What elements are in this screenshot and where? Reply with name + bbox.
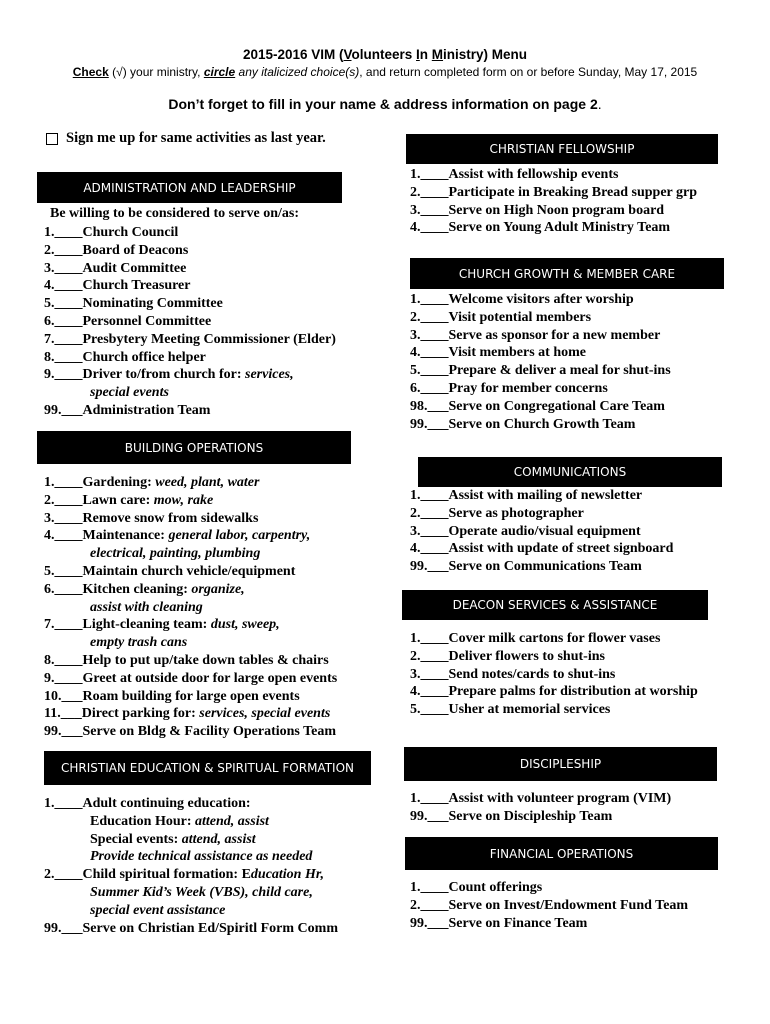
item-label: Direct parking for: — [81, 706, 200, 722]
list-item[interactable] — [44, 349, 336, 367]
item-number-blank[interactable]: 6.____ — [44, 581, 83, 597]
page-title: 2015-2016 VIM (Volunteers In Ministry) Menu — [242, 47, 528, 62]
item-number-blank[interactable]: 8.____ — [44, 349, 83, 365]
administration-intro: Be willing to be considered to serve on/as: — [50, 206, 300, 221]
item-number-blank[interactable]: 98.___ — [410, 398, 449, 414]
list-item[interactable] — [44, 670, 337, 688]
item-number-blank[interactable]: 1.____ — [410, 488, 449, 503]
item-label: Pray for member concerns — [448, 380, 608, 396]
item-label: Send notes/cards to shut-ins — [448, 666, 616, 682]
list-item[interactable] — [410, 790, 671, 808]
list-item[interactable] — [410, 362, 671, 380]
list-item[interactable] — [44, 688, 337, 706]
item-number-blank[interactable]: 1.____ — [44, 796, 83, 811]
item-number-blank[interactable]: 2.____ — [410, 897, 449, 913]
list-item[interactable] — [44, 884, 338, 902]
item-number-blank[interactable]: 1.____ — [410, 631, 449, 646]
item-number-blank[interactable]: 3.____ — [410, 666, 449, 682]
item-number-blank[interactable]: 8.____ — [44, 652, 83, 668]
reminder-note: Don’t forget to fill in your name & address information on page 2. — [168, 96, 602, 112]
item-number-blank[interactable]: 3.____ — [410, 327, 449, 343]
item-number-blank[interactable]: 2.____ — [44, 242, 83, 258]
item-label: Light-cleaning team: — [82, 617, 211, 633]
section-header-church-growth: CHURCH GROWTH & MEMBER CARE — [410, 258, 724, 289]
item-choices[interactable]: special events — [90, 385, 169, 401]
item-number-blank[interactable]: 1.____ — [410, 292, 449, 307]
item-label: Visit potential members — [448, 309, 592, 325]
item-choices[interactable]: attend, assist — [181, 831, 256, 847]
item-number-blank[interactable]: 3.____ — [410, 202, 449, 218]
item-number-blank[interactable]: 1.____ — [44, 475, 83, 490]
item-choices[interactable]: services, — [245, 367, 294, 383]
financial-operations-list — [410, 879, 688, 932]
section-header-communications: COMMUNICATIONS — [418, 457, 722, 487]
list-item[interactable] — [44, 331, 336, 349]
item-number-blank[interactable]: 10.___ — [44, 688, 83, 704]
item-number-blank[interactable]: 4.____ — [410, 541, 449, 557]
item-label: Education Hour: — [90, 813, 196, 829]
item-number-blank[interactable]: 2.____ — [410, 648, 449, 664]
item-label: Serve on Congregational Care Team — [448, 398, 665, 414]
item-choices[interactable]: services, special events — [199, 706, 331, 722]
signup-label: Sign me up for same activities as last year. — [66, 130, 326, 146]
list-item[interactable] — [44, 474, 337, 492]
item-label: Maintain church vehicle/equipment — [82, 563, 296, 579]
item-number-blank[interactable]: 2.____ — [410, 184, 449, 200]
item-number-blank[interactable]: 99.___ — [410, 915, 449, 931]
deacon-services-list — [410, 630, 698, 719]
list-item[interactable] — [44, 545, 337, 563]
list-item[interactable] — [410, 523, 673, 541]
item-choices[interactable]: general labor, carpentry, — [168, 528, 311, 544]
list-item[interactable] — [410, 202, 697, 220]
list-item[interactable] — [44, 920, 338, 938]
church-growth-list — [410, 291, 671, 433]
list-item[interactable] — [410, 505, 673, 523]
list-item[interactable] — [44, 652, 337, 670]
item-number-blank[interactable]: 4.____ — [410, 345, 449, 361]
list-item[interactable] — [410, 701, 698, 719]
item-label: Driver to/from church for: — [82, 367, 246, 383]
item-choices[interactable]: empty trash cans — [90, 635, 188, 651]
item-label: Serve on High Noon program board — [448, 202, 665, 218]
item-label: Welcome visitors after worship — [448, 292, 634, 307]
item-label: Adult continuing education: — [82, 796, 251, 811]
list-item[interactable] — [410, 344, 671, 362]
item-label: Nominating Committee — [82, 296, 223, 312]
list-item[interactable] — [44, 510, 337, 528]
item-choices[interactable]: special event assistance — [90, 902, 226, 918]
signup-same-activities[interactable] — [46, 130, 326, 147]
item-number-blank[interactable]: 3.____ — [44, 260, 83, 276]
item-choices[interactable]: ducation Hr, — [250, 867, 325, 883]
list-item[interactable] — [44, 492, 337, 510]
item-number-blank[interactable]: 1.____ — [410, 167, 449, 182]
item-number-blank[interactable]: 4.____ — [44, 278, 83, 294]
section-header-christian-education: CHRISTIAN EDUCATION & SPIRITUAL FORMATION — [44, 751, 371, 785]
list-item[interactable] — [410, 291, 671, 309]
item-label: Church Council — [82, 225, 179, 240]
item-label: Lawn care: — [82, 492, 154, 508]
list-item[interactable] — [44, 563, 337, 581]
list-item[interactable] — [410, 630, 698, 648]
item-number-blank[interactable]: 1.____ — [410, 880, 449, 895]
instructions: Check (√) your ministry, circle any italicized choice(s), and return completed form on or before Sunday, May 17, 2015 — [72, 65, 698, 79]
item-number-blank[interactable]: 99.___ — [44, 402, 83, 418]
item-label: Assist with update of street signboard — [448, 541, 674, 557]
item-label: Gardening: — [82, 475, 156, 490]
item-label: Maintenance: — [82, 528, 169, 544]
list-item[interactable] — [44, 634, 337, 652]
list-item[interactable] — [44, 224, 336, 242]
section-header-building-operations: BUILDING OPERATIONS — [37, 431, 351, 464]
list-item[interactable] — [44, 813, 338, 831]
item-label: Church office helper — [82, 349, 206, 365]
item-number-blank[interactable]: 1.____ — [44, 225, 83, 240]
list-item[interactable] — [410, 879, 688, 897]
item-number-blank[interactable]: 99.___ — [410, 416, 449, 432]
item-label: Roam building for large open events — [82, 688, 300, 704]
item-number-blank[interactable]: 9.____ — [44, 670, 83, 686]
item-label: Serve on Christian Ed/Spiritl Form Comm — [82, 920, 338, 936]
item-number-blank[interactable]: 3.____ — [44, 510, 83, 526]
item-label: Deliver flowers to shut-ins — [448, 648, 605, 664]
item-label: Help to put up/take down tables & chairs — [82, 652, 329, 668]
item-label: Greet at outside door for large open events — [82, 670, 338, 686]
item-label: Cover milk cartons for flower vases — [448, 631, 661, 646]
list-item[interactable] — [410, 166, 697, 184]
list-item[interactable] — [44, 831, 338, 849]
item-label: Prepare & deliver a meal for shut-ins — [448, 363, 671, 379]
list-item[interactable] — [410, 666, 698, 684]
list-item[interactable] — [44, 599, 337, 617]
administration-list — [44, 224, 336, 420]
list-item[interactable] — [44, 260, 336, 278]
item-number-blank[interactable]: 99.___ — [44, 724, 83, 740]
list-item[interactable] — [410, 648, 698, 666]
item-number-blank[interactable]: 7.____ — [44, 331, 83, 347]
list-item[interactable] — [410, 398, 671, 416]
item-choices[interactable]: organize, — [191, 581, 245, 597]
list-item[interactable] — [44, 384, 336, 402]
discipleship-list — [410, 790, 671, 826]
item-label: Operate audio/visual equipment — [448, 523, 641, 539]
section-header-financial-operations: FINANCIAL OPERATIONS — [405, 837, 718, 870]
list-item[interactable] — [410, 487, 673, 505]
item-label: Remove snow from sidewalks — [82, 510, 259, 526]
list-item[interactable] — [410, 309, 671, 327]
item-label: Usher at memorial services — [448, 702, 611, 718]
item-label: Serve on Finance Team — [448, 915, 588, 931]
item-number-blank[interactable]: 99.___ — [410, 808, 449, 824]
item-label: Assist with fellowship events — [448, 167, 619, 182]
item-number-blank[interactable]: 3.____ — [410, 523, 449, 539]
list-item[interactable] — [410, 683, 698, 701]
item-label: Count offerings — [448, 880, 543, 895]
list-item[interactable] — [44, 902, 338, 920]
item-label: Serve on Discipleship Team — [448, 808, 613, 824]
item-number-blank[interactable]: 99.___ — [44, 920, 83, 936]
section-header-christian-fellowship: CHRISTIAN FELLOWSHIP — [406, 134, 718, 164]
item-number-blank[interactable]: 6.____ — [44, 313, 83, 329]
item-label: Child spiritual formation: E — [82, 867, 251, 883]
item-number-blank[interactable]: 2.____ — [44, 867, 83, 883]
item-number-blank[interactable]: 7.____ — [44, 617, 83, 633]
item-number-blank[interactable]: 5.____ — [44, 563, 83, 579]
item-number-blank[interactable]: 2.____ — [410, 505, 449, 521]
list-item[interactable] — [44, 366, 336, 384]
christian-fellowship-list — [410, 166, 697, 237]
signup-checkbox[interactable] — [46, 133, 58, 145]
item-number-blank[interactable]: 4.____ — [44, 528, 83, 544]
list-item[interactable] — [44, 795, 338, 813]
item-label: Serve on Young Adult Ministry Team — [448, 220, 671, 236]
list-item[interactable] — [44, 866, 338, 884]
item-choices[interactable]: mow, rake — [153, 492, 214, 508]
item-label: Serve on Church Growth Team — [448, 416, 636, 432]
list-item[interactable] — [44, 616, 337, 634]
list-item[interactable] — [410, 558, 673, 576]
item-label: Assist with mailing of newsletter — [448, 488, 643, 503]
item-label: Kitchen cleaning: — [82, 581, 192, 597]
item-label: Personnel Committee — [82, 313, 212, 329]
item-number-blank[interactable]: 6.____ — [410, 380, 449, 396]
item-choices[interactable]: electrical, painting, plumbing — [90, 546, 261, 562]
list-item[interactable] — [410, 897, 688, 915]
item-number-blank[interactable]: 1.____ — [410, 791, 449, 806]
item-label: Serve on Invest/Endowment Fund Team — [448, 897, 689, 913]
section-header-discipleship: DISCIPLESHIP — [404, 747, 717, 781]
list-item[interactable] — [44, 723, 337, 741]
communications-list — [410, 487, 673, 576]
item-choices[interactable]: dust, sweep, — [210, 617, 280, 633]
christian-education-list — [44, 795, 338, 937]
list-item[interactable] — [410, 416, 671, 434]
list-item[interactable] — [44, 705, 337, 723]
list-item[interactable] — [44, 402, 336, 420]
item-label: Prepare palms for distribution at worship — [448, 684, 698, 700]
item-label: Presbytery Meeting Commissioner (Elder) — [82, 331, 336, 347]
list-item[interactable] — [44, 295, 336, 313]
list-item[interactable] — [44, 581, 337, 599]
building-operations-list — [44, 474, 337, 741]
item-number-blank[interactable]: 11.___ — [44, 706, 82, 722]
item-label: Visit members at home — [448, 345, 587, 361]
list-item[interactable] — [410, 540, 673, 558]
item-label: Administration Team — [82, 402, 211, 418]
list-item[interactable] — [410, 327, 671, 345]
item-number-blank[interactable]: 4.____ — [410, 220, 449, 236]
item-choices[interactable]: assist with cleaning — [90, 599, 203, 615]
item-number-blank[interactable]: 5.____ — [44, 296, 83, 312]
list-item[interactable] — [44, 242, 336, 260]
item-label: Audit Committee — [82, 260, 187, 276]
item-label: Board of Deacons — [82, 242, 189, 258]
section-header-administration: ADMINISTRATION AND LEADERSHIP — [37, 172, 342, 203]
list-item[interactable] — [410, 915, 688, 933]
item-number-blank[interactable]: 9.____ — [44, 367, 83, 383]
list-item[interactable] — [410, 219, 697, 237]
list-item[interactable] — [410, 380, 671, 398]
list-item[interactable] — [410, 184, 697, 202]
item-choices[interactable]: Provide technical assistance as needed — [90, 849, 313, 865]
item-label: Church Treasurer — [82, 278, 191, 294]
list-item[interactable] — [44, 277, 336, 295]
item-label: Serve as photographer — [448, 505, 584, 521]
item-number-blank[interactable]: 5.____ — [410, 363, 449, 379]
item-number-blank[interactable]: 2.____ — [410, 309, 449, 325]
item-label: Assist with volunteer program (VIM) — [448, 791, 672, 806]
item-label: Serve on Bldg & Facility Operations Team — [82, 724, 337, 740]
item-choices[interactable]: attend, assist — [195, 813, 269, 829]
item-choices[interactable]: Summer Kid’s Week (VBS), child care, — [90, 884, 313, 900]
item-label: Participate in Breaking Bread supper grp — [448, 184, 698, 200]
list-item[interactable] — [44, 313, 336, 331]
item-number-blank[interactable]: 4.____ — [410, 684, 449, 700]
item-choices[interactable]: weed, plant, water — [155, 475, 260, 490]
item-number-blank[interactable]: 2.____ — [44, 492, 83, 508]
item-number-blank[interactable]: 5.____ — [410, 702, 449, 718]
item-number-blank[interactable]: 99.___ — [410, 559, 449, 575]
item-label: Serve as sponsor for a new member — [448, 327, 661, 343]
list-item[interactable] — [410, 808, 671, 826]
section-header-deacon-services: DEACON SERVICES & ASSISTANCE — [402, 590, 708, 620]
list-item[interactable] — [44, 527, 337, 545]
list-item[interactable] — [44, 848, 338, 866]
item-label: Special events: — [90, 831, 182, 847]
item-label: Serve on Communications Team — [448, 559, 642, 575]
